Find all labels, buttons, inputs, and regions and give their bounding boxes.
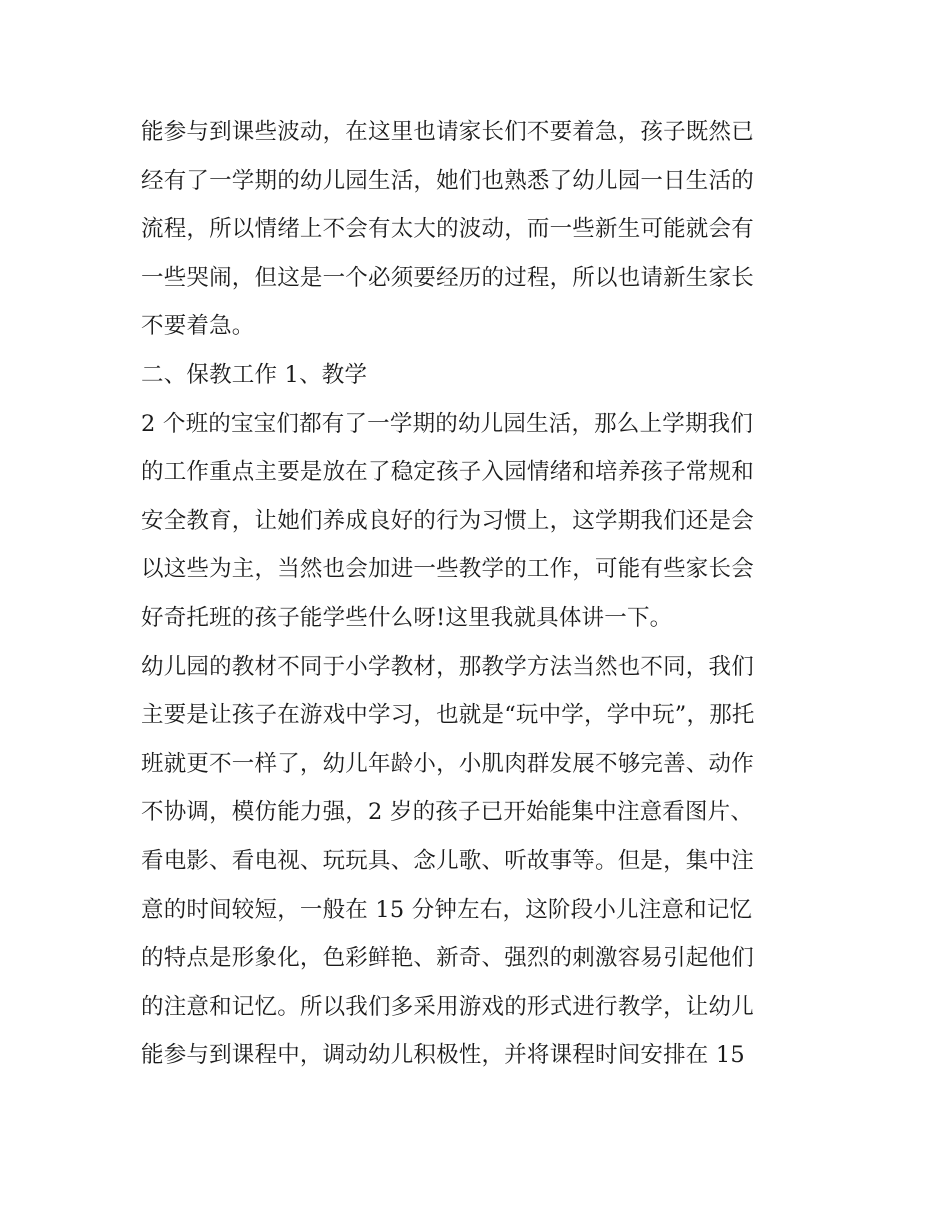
text-line: 班就更不一样了，幼儿年龄小，小肌肉群发展不够完善、动作 — [141, 750, 754, 777]
text-line: 好奇托班的孩子能学些什么呀!这里我就具体讲一下。 — [141, 604, 673, 631]
section-heading: 二、保教工作 1、教学 — [141, 361, 368, 388]
text-line: 不协调，模仿能力强，2 岁的孩子已开始能集中注意看图片、 — [141, 799, 754, 826]
text-line: 以这些为主，当然也会加进一些教学的工作，可能有些家长会 — [141, 556, 754, 583]
text-line: 2 个班的宝宝们都有了一学期的幼儿园生活，那么上学期我们 — [141, 410, 754, 437]
text-line: 一些哭闹，但这是一个必须要经历的过程，所以也请新生家长 — [141, 264, 754, 291]
text-line: 能参与到课些波动，在这里也请家长们不要着急，孩子既然已 — [141, 119, 754, 145]
text-line: 不要着急。 — [141, 313, 255, 340]
text-line: 主要是让孩子在游戏中学习，也就是“玩中学，学中玩”，那托 — [141, 702, 755, 729]
text-line: 的注意和记忆。所以我们多采用游戏的形式进行教学，让幼儿 — [141, 993, 754, 1020]
text-line: 流程，所以情绪上不会有太大的波动，而一些新生可能就会有 — [141, 216, 754, 243]
text-line: 经有了一学期的幼儿园生活，她们也熟悉了幼儿园一日生活的 — [141, 167, 754, 194]
text-line: 幼儿园的教材不同于小学教材，那教学方法当然也不同，我们 — [141, 653, 754, 680]
text-line: 的工作重点主要是放在了稳定孩子入园情绪和培养孩子常规和 — [141, 459, 754, 486]
text-line: 的特点是形象化，色彩鲜艳、新奇、强烈的刺激容易引起他们 — [141, 945, 754, 972]
text-line: 看电影、看电视、玩玩具、念儿歌、听故事等。但是，集中注 — [141, 847, 754, 874]
text-line: 意的时间较短，一般在 15 分钟左右，这阶段小儿注意和记忆 — [141, 896, 753, 923]
text-line: 能参与到课程中，调动幼儿积极性，并将课程时间安排在 15 — [141, 1042, 745, 1069]
document-body — [141, 108, 821, 1080]
text-line: 安全教育，让她们养成良好的行为习惯上，这学期我们还是会 — [141, 507, 754, 534]
